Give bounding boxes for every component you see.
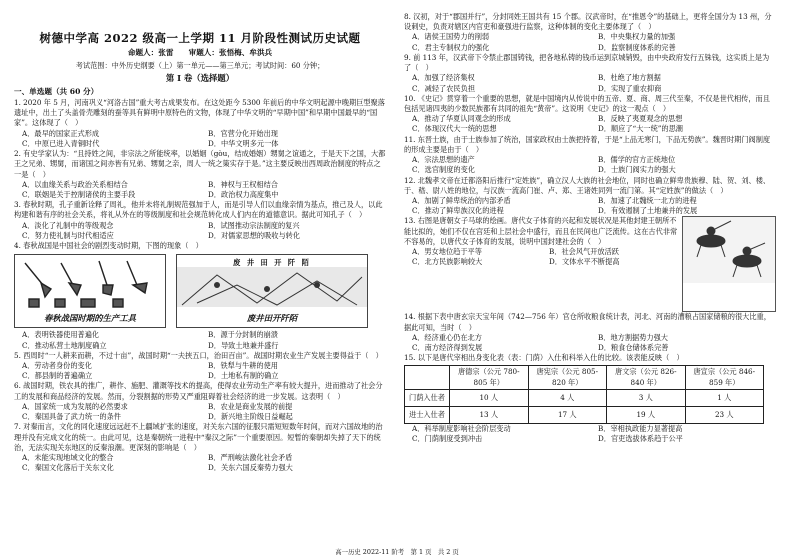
- option-a: A．未能实现地域文化的整合: [22, 452, 114, 462]
- table-cell: 17 人: [528, 406, 607, 423]
- figure-caption-fields: 废井田开阡陌: [246, 313, 298, 324]
- table-row: [405, 406, 764, 423]
- question-15: [404, 353, 776, 444]
- option-b: B．中央集权力量的加强: [598, 32, 676, 42]
- option-c: C．都县制的普遍确立: [22, 371, 93, 381]
- option-d: D．官吏选拔体系趋于公平: [598, 434, 683, 444]
- option-b: B．地方割据势力强大: [598, 332, 668, 342]
- option-c: C．中原已进入青铜时代: [22, 138, 100, 148]
- question-text: 10. 《史记》贯穿着一个重要的思想，就是中国境内从传说中的五帝、夏、商、周三代至秦，不仅是世代相传，而且包括见诸四夷的少数民族都有共同的祖先“黄帝”。这说明《史记》的这一观点（ ）: [404, 93, 770, 113]
- question-5: [14, 351, 386, 382]
- option-b: B．反映了夷夏观念的思想: [598, 114, 683, 124]
- row-label: 门荫入仕者: [405, 389, 450, 406]
- option-a: A．宗法思想的遗产: [412, 155, 475, 165]
- option-c: C．君主专制权力的强化: [412, 42, 490, 52]
- option-c: C．选官制度的变化: [412, 165, 476, 175]
- row-label: 进士入仕者: [405, 406, 450, 423]
- option-d: D．有效遏制了土地兼并的发展: [598, 206, 698, 216]
- chancellor-table: [404, 365, 764, 423]
- table-header-cell: 唐宪宗（公元 805-820 年）: [528, 366, 607, 389]
- farm-tools-illustration: [15, 255, 165, 311]
- option-d: D．土地私有制的确立: [208, 371, 279, 381]
- option-b: B．神权与王权相结合: [208, 179, 278, 189]
- option-a: A．加强了经济集权: [412, 73, 475, 83]
- option-c: C．门荫制度受到冲击: [412, 434, 483, 444]
- left-column: [14, 12, 386, 473]
- option-b: B．儒学的官方正统地位: [598, 155, 676, 165]
- option-c: C．努力使礼制与时代相适应: [22, 230, 114, 240]
- question-text: 9. 前 113 年，汉武帝下令禁止郡国铸钱，把各地私铸的钱币运到京城销毁，由中央政府发行五铢钱，这实质上是为了（ ）: [404, 52, 770, 73]
- polo-painting-image: [682, 216, 776, 312]
- option-b: B．宰相执政能力显著提高: [598, 423, 683, 433]
- option-c: C．推动了鲜卑族汉化的进程: [412, 206, 504, 216]
- question-7: [14, 422, 386, 473]
- question-6: [14, 381, 386, 422]
- option-a: A．推动了华夏认同观念的形成: [412, 114, 511, 124]
- table-cell: 10 人: [450, 389, 529, 406]
- option-c: C．秦国具备了武力统一的条件: [22, 412, 121, 422]
- option-d: D．顺应了“大一统”的思潮: [598, 124, 683, 134]
- question-10: [404, 94, 776, 135]
- option-a: A．经济重心仍在北方: [412, 332, 482, 342]
- option-a: A．诸侯王国势力的削弱: [412, 32, 490, 42]
- option-b: B．源于分封制的崩溃: [208, 330, 278, 340]
- question-text: 5. 西周时“一人耕来而耕，不过十亩”，战国时期“一夫挟五口，治田百亩”。战国时期农业生产发展主要得益于（ ）: [14, 350, 383, 360]
- option-a: A．以血缘关系与政治关系相结合: [22, 179, 128, 189]
- question-3: [14, 200, 386, 241]
- question-11: [404, 135, 776, 176]
- option-c: C．北方民族影响较大: [412, 257, 483, 267]
- question-12: [404, 176, 776, 217]
- option-a: A．科举制度影响社会阶层变动: [412, 423, 511, 433]
- table-cell: 1 人: [685, 389, 764, 406]
- polo-riders-illustration: [683, 217, 775, 283]
- option-c: C．体现汉代大一统的思想: [412, 124, 497, 134]
- table-row: [405, 389, 764, 406]
- question-text: 2. 有史学家认为：“且持姓之间，非宗法之所能统率，以婚姻（gòu，结成婚姻）甥舅之谊通之，于是天下之国，大都王之兄弟、甥舅，而诸国之间亦皆有兄弟、甥舅之亲，周人一统之策实存于是。”这主要反映出西周政治制度的特点之一是（ ）: [14, 149, 386, 179]
- table-header-cell: 唐宣宗（公元 846-859 年）: [685, 366, 764, 389]
- question-text: 12. 北魏孝文帝在迁都洛阳后推行“定姓族”，确立汉人大族的社会地位，同时也确立鲜卑贵族穆、陆、贺、刘、楼、于、嵇、尉八姓的地位，与汉族一流高门崔、卢、郑、王诸姓同列一流门第。其“定姓族”的做法（ ）: [404, 175, 771, 195]
- question-text: 3. 春秋时期，孔子重新诠释了周礼，他并未将礼制规范强加于人，而是引导人们以血缘亲情为基点，推己及人，以此构建和谐有序的社会关系，将礼从外在的等级制度和社会规范转化成人们内在的道德意识。据此可知孔子（ ）: [14, 200, 383, 220]
- option-a: A．最早的国家正式形成: [22, 128, 100, 138]
- option-c: C．联姻是关于控制诸侯的主要手段: [22, 190, 136, 199]
- table-cell: 19 人: [607, 406, 686, 423]
- option-a: A．国家统一成为发展的必然要求: [22, 401, 128, 411]
- option-c: C．推动私营土地制度确立: [22, 340, 107, 350]
- option-b: B．农业是商业发展的前提: [208, 401, 293, 411]
- fields-figure: [176, 254, 368, 328]
- option-a: A．淡化了礼制中的等级观念: [22, 220, 114, 230]
- exam-info: 考试范围：中外历史纲要（上）第一单元——第三单元；考试时间：60 分钟；: [75, 61, 325, 71]
- option-c: C．减轻了农民负担: [412, 83, 476, 93]
- option-a: A．表明铁器使用普遍化: [22, 330, 100, 340]
- question-text: 15. 以下是唐代宰相出身变化表（表：门荫）入仕和科举入仕的比较。该表能反映（ ）: [404, 353, 684, 363]
- question-2: [14, 149, 386, 200]
- page-footer: 高一历史 2022-11 阶考 第 1 页 共 2 页: [335, 547, 459, 556]
- option-b: B．试图推动宗法制度的复兴: [208, 220, 300, 230]
- exam-title: 树德中学高 2022 级高一上学期 11 月阶段性测试历史试题: [39, 31, 361, 45]
- option-d: D．关东六国反秦势力强大: [208, 463, 293, 473]
- option-c: C．南方经济得到发展: [412, 343, 483, 353]
- option-d: D．监察制度体系的完善: [598, 42, 676, 52]
- question-text: 7. 对秦而言，文化的同化速度远远赶不上疆域扩张的速度，对关东六国的征服只需短短数年时间，而对六国故地的治理并没有完成文化的统一。由此可见，这是秦朝统一进程中“秦汉之际”一个重要原因。短暂的秦朝却失掉了天下的统治，无法实现关东地区的反秦浪潮。更深刻的影响是（ ）: [14, 422, 383, 452]
- question-14: [404, 312, 776, 353]
- exam-authors: 命题人：张雷 审题人：张悟梅、牟洪兵: [127, 48, 273, 58]
- question-8: [404, 12, 776, 53]
- table-header-cell: 唐德宗（公元 780-805 年）: [450, 366, 529, 389]
- right-column: [404, 12, 776, 444]
- table-cell: 3 人: [607, 389, 686, 406]
- option-d: D．对儒家思想的吸收与转化: [208, 230, 301, 240]
- option-d: D．粮食仓储体系完善: [598, 343, 669, 353]
- option-b: B．社会风气开放活跃: [549, 247, 619, 257]
- table-header-row: [405, 366, 764, 389]
- option-d: D．士族门阀实力的强大: [598, 165, 676, 175]
- option-a: A．加剧了鲜卑统治的内部矛盾: [412, 195, 511, 205]
- table-header-cell: 唐文宗（公元 826-840 年）: [607, 366, 686, 389]
- figure-inner-title: 废 井 田 开 阡 陌: [233, 258, 311, 268]
- question-text: 13. 右图是唐朝女子马球的绘画。唐代女子体育的兴起和发展状况是其他封建王朝所不能比拟的，她们不仅在宫廷和上层社会中盛行，而且在民间也广泛流传。这在古代非常不容易的，以唐代女子体育的发展，说明中国封建社会的（ ）: [404, 216, 678, 246]
- tools-figure: [14, 254, 166, 328]
- question-13: [404, 216, 776, 312]
- option-d: D．文体水平不断提高: [549, 257, 620, 267]
- option-a: A．男女地位趋于平等: [412, 247, 482, 257]
- question-text: 11. 东晋士族，由于士族参加了统治，国家政权由士族把持着，于是“上品无寒门，下品无势族”。魏晋时期门阀制度的形成主要是由于（ ）: [404, 134, 771, 154]
- question-text: 8. 汉初，对于“郡国并行”，分封同姓王国共有 15 个郡。汉武帝时，在“推恩令”的基础上，更将全国分为 13 州，分设刺史，负责对辖区内官吏和豪强进行监察，这种体制的变化主要体现了（ ）: [404, 12, 772, 32]
- option-b: B．杜绝了地方割据: [598, 73, 661, 83]
- table-header-cell: [405, 366, 450, 389]
- option-d: D．实现了重农抑商: [598, 83, 662, 93]
- option-d: D．新兴地主阶级日益崛起: [208, 412, 293, 422]
- option-a: A．劳动者身份的变化: [22, 360, 92, 370]
- figure-caption-tools: 春秋战国时期的生产工具: [43, 313, 137, 324]
- table-cell: 13 人: [450, 406, 529, 423]
- volume-title: 第 I 卷（选择题）: [165, 73, 235, 84]
- option-c: C．秦国文化落后于关东文化: [22, 463, 114, 473]
- question-text: 14. 根据下表中唐玄宗天宝年间（742—756 年）官仓所收粮食统计表，河北、河南的漕粮占国家储粮的很大比重，据此可知，当时（ ）: [404, 312, 771, 332]
- option-b: B．铁犁与牛耕的使用: [208, 360, 278, 370]
- option-b: B．官营分化开始出现: [208, 128, 278, 138]
- table-cell: 23 人: [685, 406, 764, 423]
- question-4: [14, 241, 386, 351]
- option-b: B．严刑峻法激化社会矛盾: [208, 452, 293, 462]
- question-1: [14, 98, 386, 149]
- option-d: D．导致土地兼并盛行: [208, 340, 279, 350]
- question-text: 6. 战国时期，铁农具的推广，耕作、施肥、灌溉等技术的提高，使得农业劳动生产率有较大提升，进而推动了社会分工的发展和商品经济的发展。然而，分裂割据的形势又严重阻碍着社会经济的进一步发展。这表明（ ）: [14, 381, 383, 401]
- section-title: 一、单选题（共 60 分）: [14, 87, 99, 97]
- question-text: 1. 2020 年 5 月，河南巩义“河洛古国”重大考古成果发布。在这处距今 5300 年前后的中华文明起源中晚期巨型聚落遗址中，出土了头盖骨壳雕刻的蚕等具有鲜明中原特色的文物，体现了中华文明的“早期中国”和早期中国最早的“国家”。这体现了（ ）: [14, 98, 385, 128]
- table-cell: 4 人: [528, 389, 607, 406]
- option-b: B．加速了北魏统一北方的进程: [598, 195, 697, 205]
- question-text: 4. 春秋战国是中国社会的剧烈变动时期，下图的现象（ ）: [14, 241, 203, 251]
- option-d: D．政治权力高度集中: [208, 190, 279, 199]
- question-9: [404, 53, 776, 94]
- option-d: D．中华文明多元一体: [208, 138, 279, 148]
